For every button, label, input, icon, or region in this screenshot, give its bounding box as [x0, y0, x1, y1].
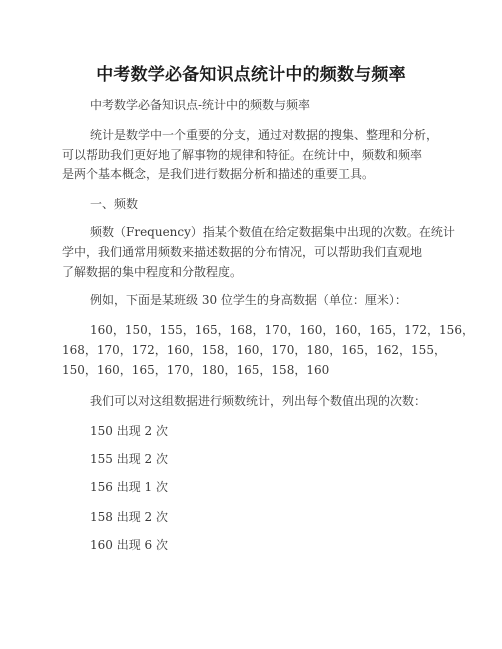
intro-line-2: 可以帮助我们更好地了解事物的规律和特征。在统计中，频数和频率 — [62, 148, 423, 162]
example-intro: 例如，下面是某班级 30 位学生的身高数据（单位：厘米）： — [90, 293, 407, 307]
frequency-paragraph-line-1: 频数（Frequency）指某个数值在给定数据集中出现的次数。在统计 — [90, 225, 455, 239]
count-item-150: 150 出现 2 次 — [90, 424, 168, 438]
section-heading-frequency: 一、频数 — [90, 197, 139, 211]
frequency-paragraph-line-3: 了解数据的集中程度和分散程度。 — [62, 265, 243, 279]
count-item-155: 155 出现 2 次 — [90, 452, 168, 466]
count-item-156: 156 出现 1 次 — [90, 480, 168, 494]
data-line-1: 160，150，155，165，168，170，160，160，165，172，156， — [90, 323, 474, 337]
data-line-3: 150，160，165，170，180，165，158，160 — [62, 363, 330, 377]
document-title: 中考数学必备知识点统计中的频数与频率 — [96, 65, 406, 85]
document-subtitle: 中考数学必备知识点-统计中的频数与频率 — [90, 98, 311, 112]
count-item-160: 160 出现 6 次 — [90, 538, 168, 552]
data-line-2: 168，170，172，160，158，160，170，180，165，162，155， — [62, 343, 446, 357]
frequency-paragraph-line-2: 学中，我们通常用频数来描述数据的分布情况，可以帮助我们直观地 — [62, 245, 423, 259]
intro-line-3: 是两个基本概念，是我们进行数据分析和描述的重要工具。 — [62, 167, 375, 181]
count-intro: 我们可以对这组数据进行频数统计，列出每个数值出现的次数： — [90, 394, 427, 408]
count-item-158: 158 出现 2 次 — [90, 510, 168, 524]
intro-line-1: 统计是数学中一个重要的分支，通过对数据的搜集、整理和分析， — [90, 128, 439, 142]
